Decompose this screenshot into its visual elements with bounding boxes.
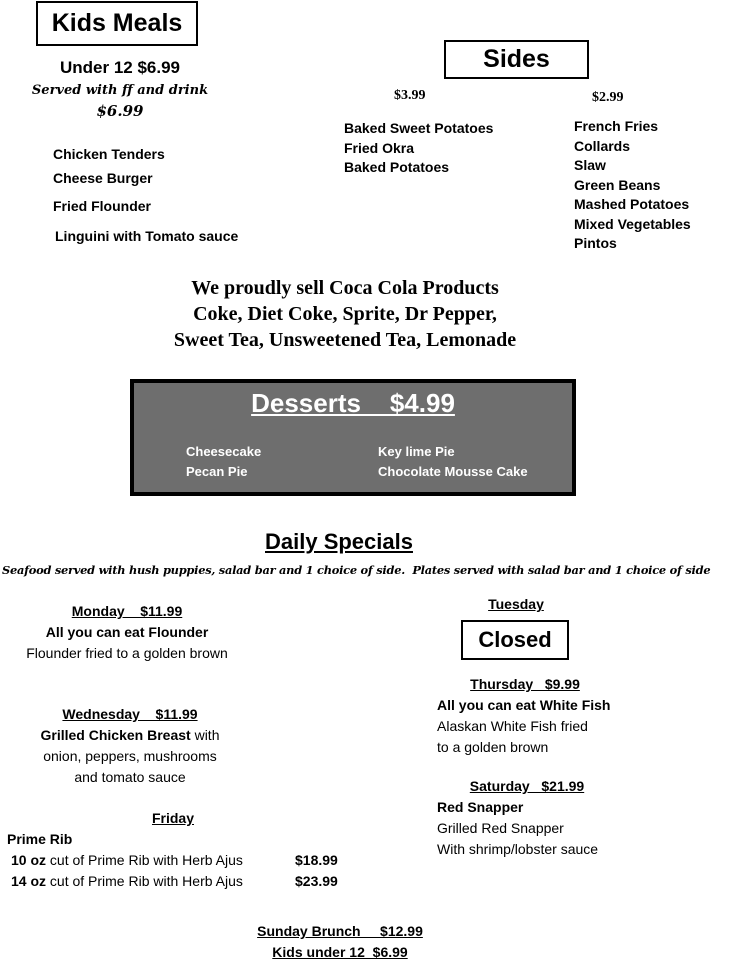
friday-option-price: $23.99 (295, 873, 338, 889)
friday-option-desc: cut of Prime Rib with Herb Ajus (46, 852, 243, 868)
dessert-item: Key lime Pie (378, 444, 455, 459)
dessert-item: Cheesecake (186, 444, 262, 459)
sides-price-group1: $3.99 (394, 88, 426, 103)
friday-name: Prime Rib (7, 831, 73, 847)
friday-option-size: 10 oz (11, 852, 47, 868)
side-item: Baked Sweet Potatoes (344, 120, 494, 136)
friday-option-desc: cut of Prime Rib with Herb Ajus (46, 873, 243, 889)
thursday-desc1: Alaskan White Fish fried (437, 718, 588, 734)
sides-title: Sides (483, 45, 550, 73)
monday-heading: Monday $11.99 (71, 603, 183, 619)
drinks-line2: Coke, Diet Coke, Sprite, Dr Pepper, (193, 303, 497, 325)
wednesday-name: Grilled Chicken Breast (40, 727, 191, 743)
side-item: French Fries (574, 118, 659, 134)
kids-price: $6.99 (96, 102, 144, 120)
friday-heading: Friday (151, 810, 194, 826)
kids-item: Cheese Burger (53, 170, 153, 186)
desserts-col2 (378, 442, 528, 482)
sides-title-box (444, 40, 589, 79)
kids-item: Chicken Tenders (53, 146, 165, 162)
thursday-name: All you can eat White Fish (437, 697, 611, 713)
monday-name: All you can eat Flounder (45, 624, 209, 640)
sides-group2-list (574, 117, 691, 254)
kids-item: Linguini with Tomato sauce (55, 228, 239, 244)
sides-price-group2: $2.99 (592, 90, 624, 105)
saturday-desc2: With shrimp/lobster sauce (437, 841, 599, 857)
drinks-line1: We proudly sell Coca Cola Products (191, 277, 499, 299)
sunday-heading: Sunday Brunch $12.99 (257, 923, 423, 939)
side-item: Collards (574, 137, 631, 154)
desserts-title: Desserts $4.99 (251, 388, 455, 418)
kids-meals-title: Kids Meals (51, 9, 183, 37)
wednesday-desc1: onion, peppers, mushrooms (43, 748, 217, 764)
specials-title: Daily Specials (265, 529, 413, 554)
side-item: Mashed Potatoes (574, 196, 690, 212)
side-item: Slaw (574, 157, 606, 173)
drinks-block (0, 275, 690, 353)
friday-option-size: 14 oz (11, 873, 47, 889)
friday-option (11, 871, 243, 892)
dessert-item: Chocolate Mousse Cake (378, 464, 528, 479)
dessert-item: Pecan Pie (186, 464, 248, 479)
sunday-block (200, 921, 480, 963)
side-item: Fried Okra (344, 139, 415, 156)
tuesday-closed-box (461, 620, 569, 660)
side-item: Green Beans (574, 176, 661, 193)
sunday-kids: Kids under 12 $6.99 (272, 944, 408, 960)
specials-subtitle: Seafood served with hush puppies, salad bar and 1 choice of side. Plates served with salad bar and 1 choice of side (2, 563, 711, 577)
wednesday-heading: Wednesday $11.99 (62, 706, 198, 722)
desserts-col1 (186, 442, 261, 482)
monday-block (0, 601, 254, 664)
kids-served-with: Served with ff and drink (31, 83, 209, 98)
thursday-block (437, 695, 610, 758)
side-item: Baked Potatoes (344, 159, 450, 175)
friday-option (11, 850, 243, 871)
sides-group1-list (344, 119, 493, 178)
saturday-name: Red Snapper (437, 799, 524, 815)
thursday-heading: Thursday $9.99 (470, 676, 580, 692)
desserts-box (130, 379, 576, 496)
monday-desc: Flounder fried to a golden brown (26, 645, 228, 661)
side-item: Pintos (574, 235, 617, 251)
saturday-block (437, 797, 598, 860)
saturday-desc1: Grilled Red Snapper (437, 820, 564, 836)
wednesday-with: with (190, 727, 220, 743)
drinks-line3: Sweet Tea, Unsweetened Tea, Lemonade (173, 329, 517, 351)
wednesday-desc2: and tomato sauce (74, 769, 186, 785)
wednesday-block (0, 704, 260, 788)
friday-option-price: $18.99 (295, 852, 338, 868)
tuesday-status: Closed (478, 627, 552, 652)
thursday-desc2: to a golden brown (437, 739, 549, 755)
saturday-heading: Saturday $21.99 (469, 778, 585, 794)
tuesday-heading: Tuesday (488, 596, 544, 612)
kids-meals-title-box (36, 1, 198, 46)
side-item: Mixed Vegetables (574, 215, 691, 232)
kids-under12: Under 12 $6.99 (59, 58, 180, 77)
kids-item: Fried Flounder (53, 198, 151, 214)
